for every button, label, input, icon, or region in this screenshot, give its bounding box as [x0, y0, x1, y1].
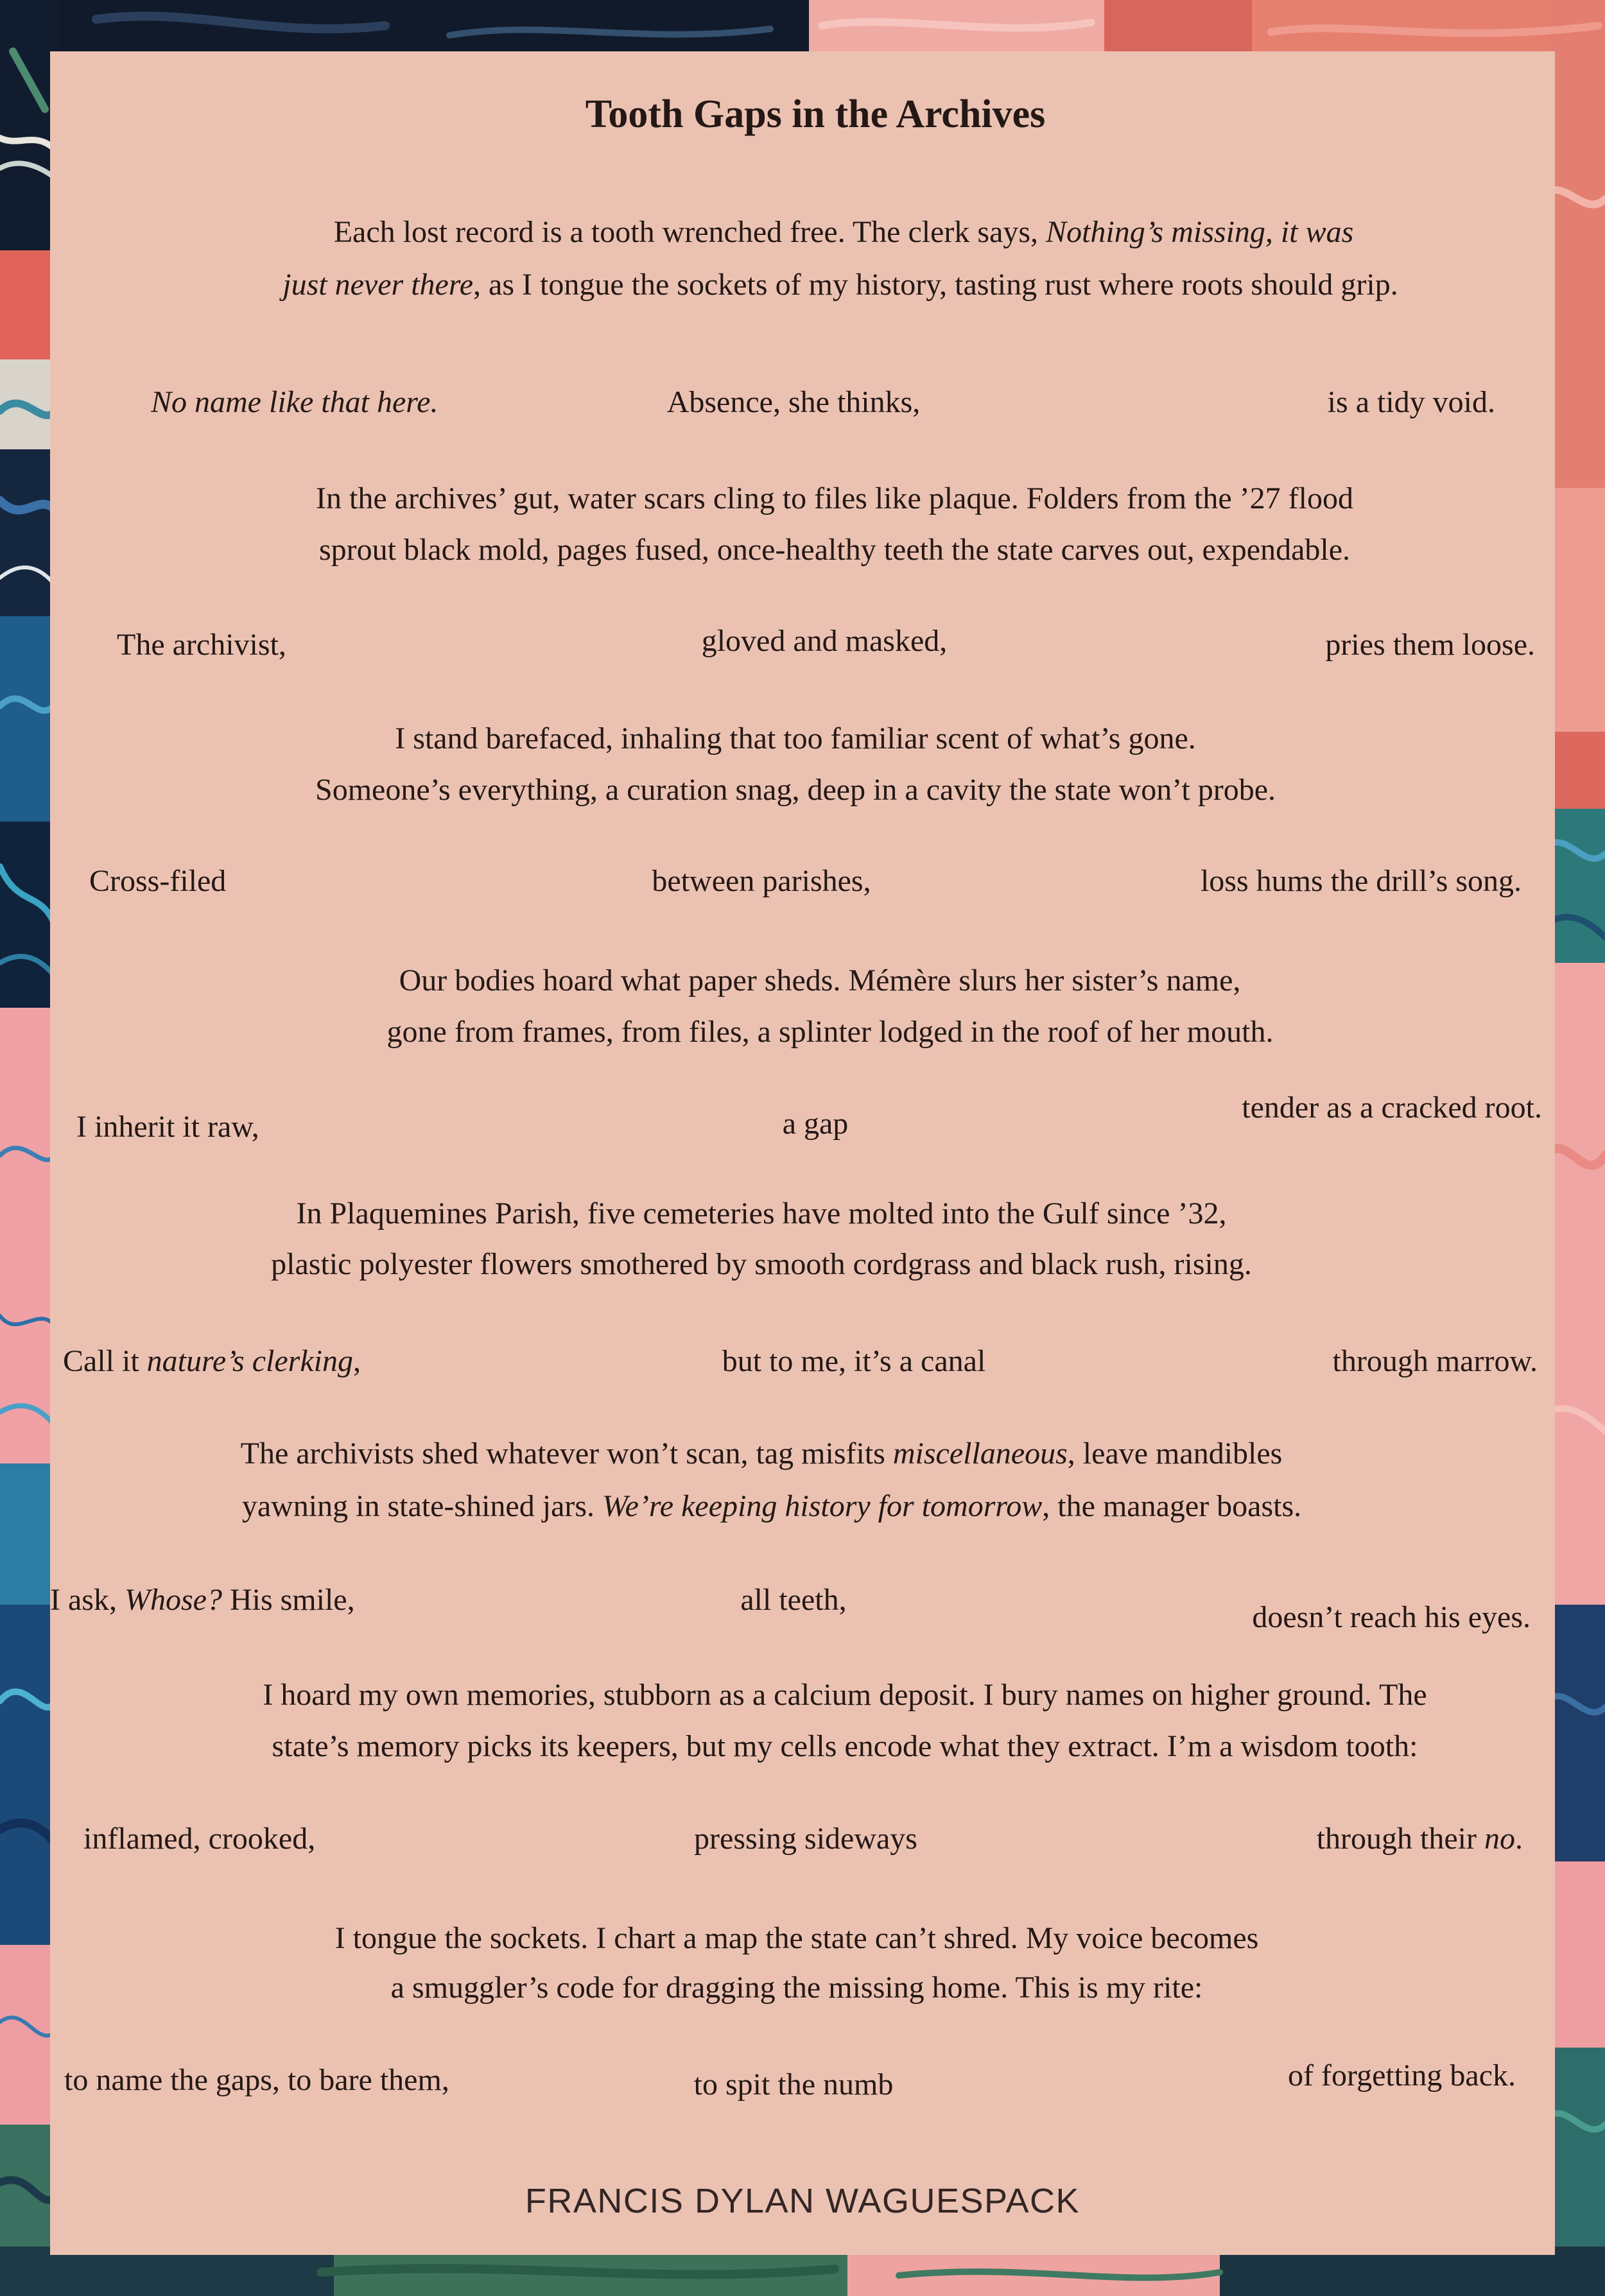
line-text: Someone’s everything, a curation snag, deep in a cavity the state won’t probe. [315, 773, 1276, 807]
line-text: through their [1316, 1822, 1484, 1856]
line-text: tender as a cracked root. [1242, 1091, 1542, 1125]
scattered-phrase [652, 862, 871, 901]
stanza-line [297, 1195, 1227, 1233]
poem-panel [50, 51, 1555, 2255]
stanza-line [271, 1245, 1252, 1284]
stanza-line [241, 1435, 1283, 1473]
italic-text: Nothing’s missing, it was [1046, 215, 1354, 249]
line-text: all teeth, [740, 1583, 847, 1617]
italic-text: just never there [282, 268, 474, 302]
stanza-line [242, 1487, 1301, 1526]
line-text: I inherit it raw, [76, 1110, 259, 1144]
scattered-phrase [1242, 1089, 1542, 1127]
scattered-phrase [83, 1820, 315, 1858]
line-text: to spit the numb [693, 2067, 894, 2102]
italic-text: no [1484, 1822, 1515, 1856]
scattered-phrase [1325, 626, 1535, 664]
scattered-phrase [722, 1342, 986, 1381]
line-text: , the manager boasts. [1042, 1489, 1302, 1523]
line-text: gone from frames, from files, a splinter lodged in the roof of her mouth. [386, 1015, 1274, 1049]
line-text: , [352, 1344, 361, 1378]
line-text: Call it [63, 1344, 147, 1378]
italic-text: No name like that here. [151, 385, 438, 419]
line-text: , leave mandibles [1067, 1437, 1283, 1471]
line-text: but to me, it’s a canal [722, 1344, 986, 1378]
line-text: I ask, [50, 1583, 125, 1617]
line-text: to name the gaps, to bare them, [64, 2063, 449, 2097]
line-text: In the archives’ gut, water scars cling to files like plaque. Folders from the ’27 flood [316, 481, 1353, 515]
scattered-phrase [117, 626, 286, 664]
line-text: I hoard my own memories, stubborn as a calcium deposit. I bury names on higher ground. The [263, 1678, 1427, 1712]
stanza-line [387, 1013, 1274, 1051]
scattered-phrase [50, 1581, 355, 1619]
line-text: through marrow. [1332, 1344, 1538, 1378]
scattered-phrase [1288, 2057, 1516, 2095]
italic-text: We’re keeping history for tomorrow [602, 1489, 1043, 1523]
scattered-phrase [1317, 1820, 1523, 1858]
line-text: His smile, [221, 1583, 355, 1617]
stanza-line [272, 1727, 1418, 1766]
line-text: I tongue the sockets. I chart a map the state can’t shred. My voice becomes [334, 1921, 1259, 1955]
stanza-line [334, 213, 1354, 252]
italic-text: nature’s clerking [146, 1344, 353, 1378]
line-text: I stand barefaced, inhaling that too familiar scent of what’s gone. [395, 721, 1196, 755]
line-text: loss hums the drill’s song. [1200, 864, 1522, 898]
line-text: a gap [782, 1107, 849, 1141]
line-text: sprout black mold, pages fused, once-healthy teeth the state carves out, expendable. [318, 533, 1351, 567]
line-text: is a tidy void. [1327, 385, 1495, 419]
stanza-line [263, 1676, 1427, 1714]
line-text: The archivist, [117, 628, 286, 662]
line-text: plastic polyester flowers smothered by smooth cordgrass and black rush, rising. [271, 1247, 1252, 1281]
line-text: inflamed, crooked, [83, 1822, 316, 1856]
line-text: Absence, she thinks, [666, 385, 921, 419]
line-text: yawning in state-shined jars. [241, 1489, 603, 1523]
line-text: Our bodies hoard what paper sheds. Mémère slurs her sister’s name, [399, 963, 1241, 997]
stanza-line [319, 531, 1350, 569]
scattered-phrase [694, 2066, 894, 2104]
stanza-line [316, 479, 1353, 518]
line-text: The archivists shed whatever won’t scan, tag misfits [240, 1437, 893, 1471]
line-text: a smuggler’s code for dragging the missing home. This is my rite: [390, 1971, 1203, 2005]
line-text: doesn’t reach his eyes. [1252, 1600, 1531, 1634]
poem-title: Tooth Gaps in the Archives [585, 92, 1046, 136]
scattered-phrase [1328, 383, 1495, 422]
line-text: Cross-filed [89, 864, 227, 898]
stanza-line [395, 720, 1196, 758]
stanza-line [399, 962, 1241, 1000]
stanza-line [391, 1969, 1203, 2007]
scattered-phrase [1252, 1598, 1531, 1637]
italic-text: Whose? [124, 1583, 222, 1617]
italic-text: miscellaneous [892, 1437, 1068, 1471]
line-text: In Plaquemines Parish, five cemeteries have molted into the Gulf since ’32, [296, 1196, 1227, 1230]
scattered-phrase [151, 383, 438, 422]
line-text: gloved and masked, [701, 624, 948, 658]
scattered-phrase [694, 1820, 917, 1858]
scattered-phrase [783, 1105, 849, 1143]
scattered-phrase [1201, 862, 1522, 901]
line-text: , as I tongue the sockets of my history, tasting rust where roots should grip. [473, 268, 1398, 302]
stanza-line [335, 1919, 1259, 1958]
scattered-phrase [702, 622, 948, 660]
scattered-phrase [76, 1108, 259, 1146]
line-text: of forgetting back. [1287, 2059, 1516, 2093]
scattered-phrase [667, 383, 921, 422]
line-text: pries them loose. [1325, 628, 1535, 662]
author-name: FRANCIS DYLAN WAGUESPACK [525, 2182, 1080, 2220]
line-text: . [1515, 1822, 1523, 1856]
stanza-line [282, 266, 1398, 304]
line-text: pressing sideways [694, 1822, 917, 1856]
scattered-phrase [89, 862, 226, 901]
scattered-phrase [64, 2061, 449, 2100]
stanza-line [315, 771, 1276, 809]
scattered-phrase [740, 1581, 846, 1619]
scattered-phrase [1333, 1342, 1538, 1381]
line-text: between parishes, [652, 864, 871, 898]
line-text: state’s memory picks its keepers, but my cells encode what they extract. I’m a wisdom tooth: [272, 1729, 1418, 1763]
line-text: Each lost record is a tooth wrenched free. The clerk says, [333, 215, 1046, 249]
scattered-phrase [63, 1342, 361, 1381]
